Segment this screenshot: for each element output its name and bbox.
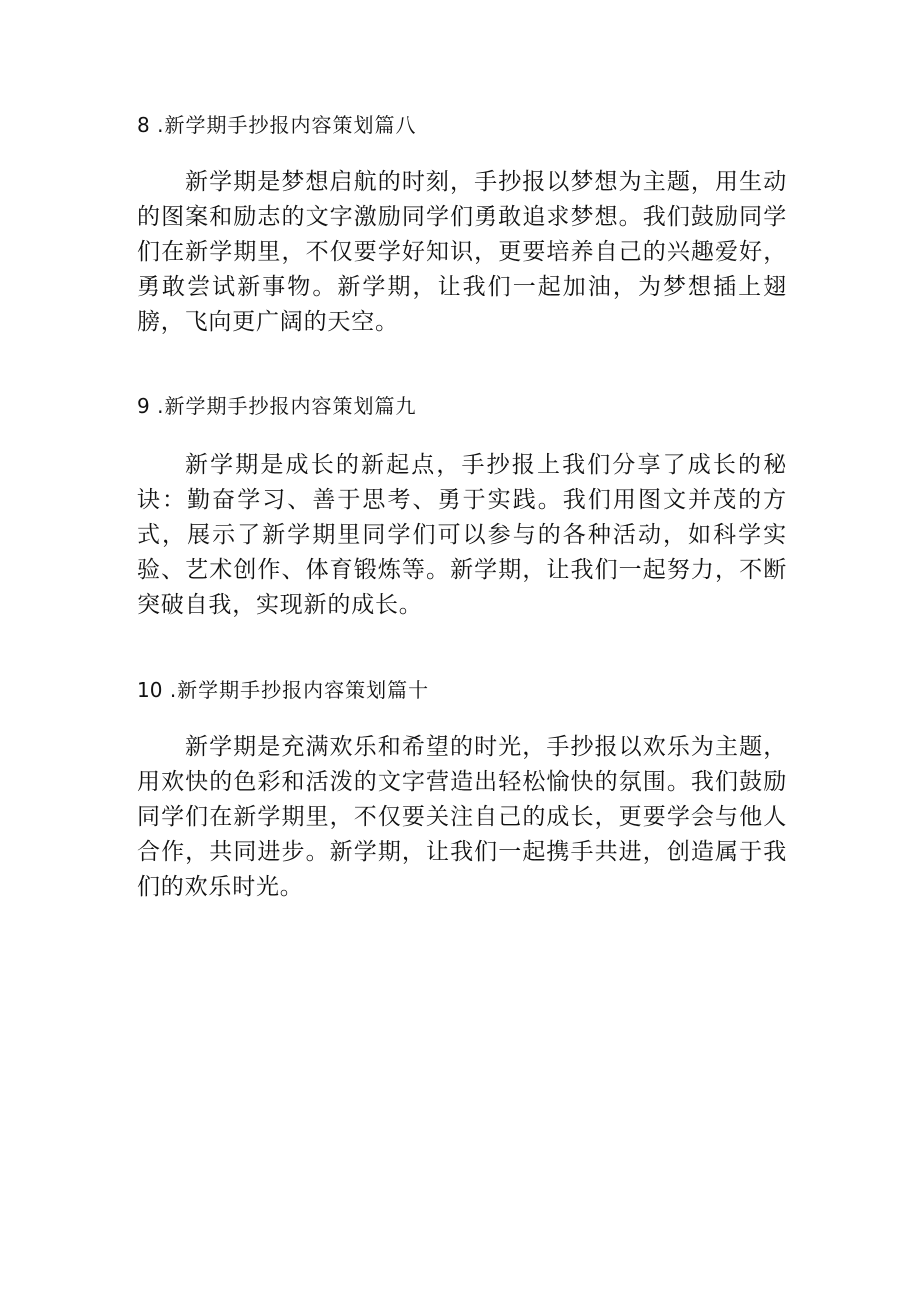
section-number: 10 [137, 678, 163, 702]
section-heading [137, 393, 817, 419]
section-title: .新学期手抄报内容策划篇九 [157, 394, 417, 418]
section-number: 8 [137, 113, 150, 137]
section-heading [137, 112, 817, 138]
section-paragraph: 新学期是充满欢乐和希望的时光，手抄报以欢乐为主题，用欢快的色彩和活泼的文字营造出轻松愉快的氛围。我们鼓励同学们在新学期里，不仅要关注自己的成长，更要学会与他人合作，共同进步。新学期，让我们一起携手共进，创造属于我们的欢乐时光。 [137, 734, 787, 900]
section-heading [137, 677, 817, 703]
section-number: 9 [137, 394, 150, 418]
section-title: .新学期手抄报内容策划篇十 [169, 678, 430, 702]
section-title: .新学期手抄报内容策划篇八 [157, 113, 417, 137]
section-paragraph: 新学期是成长的新起点，手抄报上我们分享了成长的秘诀：勤奋学习、善于思考、勇于实践。我们用图文并茂的方式，展示了新学期里同学们可以参与的各种活动，如科学实验、艺术创作、体育锻炼等。新学期，让我们一起努力，不断突破自我，实现新的成长。 [137, 452, 787, 618]
section-paragraph: 新学期是梦想启航的时刻，手抄报以梦想为主题，用生动的图案和励志的文字激励同学们勇敢追求梦想。我们鼓励同学们在新学期里，不仅要学好知识，更要培养自己的兴趣爱好，勇敢尝试新事物。新学期，让我们一起加油，为梦想插上翅膀，飞向更广阔的天空。 [137, 169, 787, 335]
